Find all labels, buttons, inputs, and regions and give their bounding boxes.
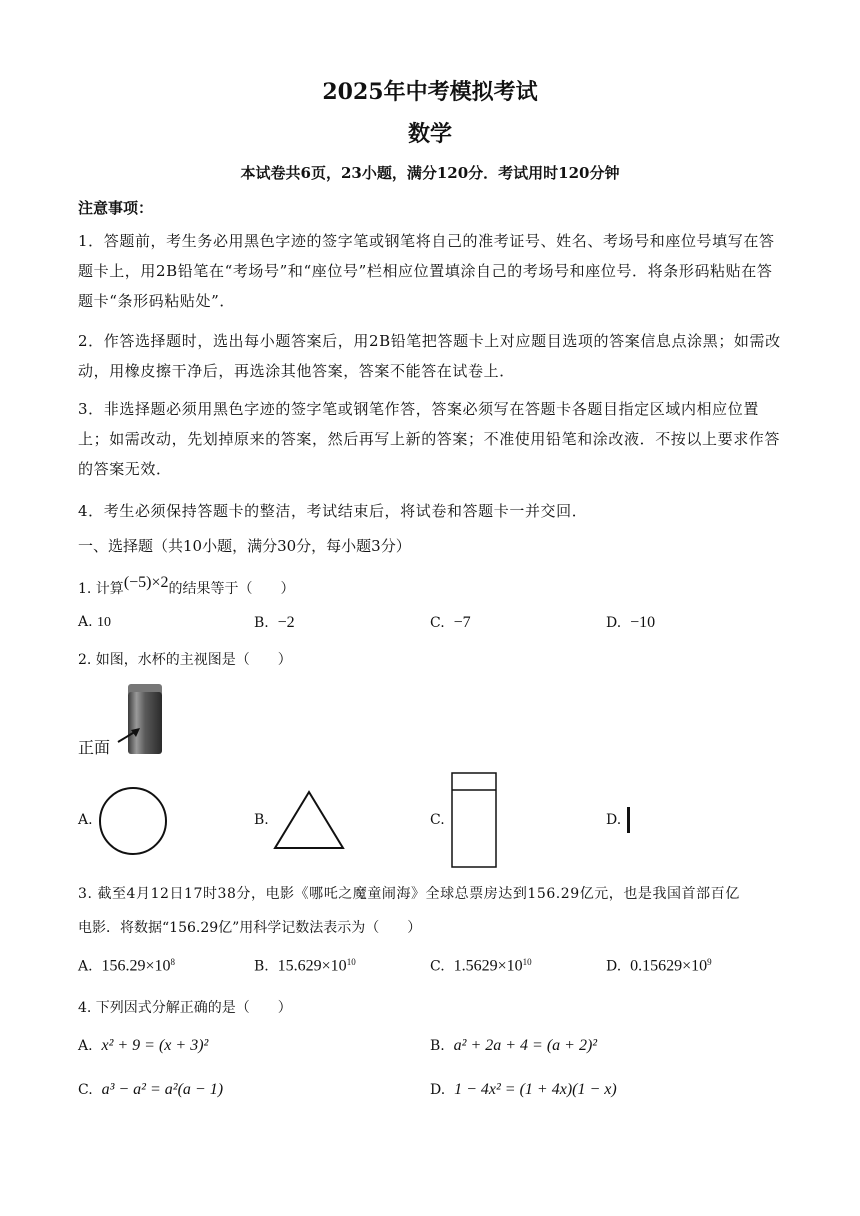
q1-option-b: B. −2 (254, 614, 295, 631)
q3-option-b: B. $15.629\times 10^{10}$ (254, 957, 356, 975)
cup-body (128, 692, 162, 754)
q1-option-d: D. −10 (606, 614, 656, 631)
notice-item-1: 1．答题前，考生务必用黑色字迹的签字笔或钢笔将自己的准考证号、姓名、考场号和座位号填写在答题卡上，用2B铅笔在“考场号”和“座位号”栏相应位置填涂自己的考场号和座位号．将条形码粘贴在答题卡“条形码粘贴处”． (78, 232, 775, 310)
q1-option-a: A. 10 (78, 614, 112, 630)
q4-option-d: D. 1 − 4x² = (1 + 4x)(1 − x) (430, 1081, 617, 1098)
q3-option-d: D. $0.15629\times 10^9$ (606, 957, 712, 975)
question-4-stem: 4. 下列因式分解正确的是（ ） (78, 1000, 292, 1016)
notice-heading: 注意事项： (78, 199, 154, 217)
q2-option-c-label: C. (430, 812, 445, 828)
q2-option-a-label: A. (78, 812, 93, 828)
q4-option-c: C. a³ − a² = a²(a − 1) (78, 1081, 224, 1098)
q2-option-d-label: D. (606, 812, 622, 828)
exam-info: 本试卷共6页，23小题，满分120分．考试用时120分钟 (240, 164, 620, 182)
notice-item-4: 4．考生必须保持答题卡的整洁，考试结束后，将试卷和答题卡一并交回． (78, 502, 588, 520)
notice-item-3: 3．非选择题必须用黑色字迹的签字笔或钢笔作答，答案必须写在答题卡各题目指定区域内相应位置上；如需改动，先划掉原来的答案，然后再写上新的答案；不准使用铅笔和涂改液．不按以上要求作答的答案无效． (78, 400, 781, 478)
q3-option-a: A. $156.29\times 10^8$ (78, 957, 175, 975)
notice-item-2: 2．作答选择题时，选出每小题答案后，用2B铅笔把答题卡上对应题目选项的答案信息点涂黑；如需改动，用橡皮擦干净后，再选涂其他答案，答案不能答在试卷上． (78, 332, 781, 380)
q3-option-c: C. $1.5629\times 10^{10}$ (430, 957, 532, 975)
front-view-label: 正面 (78, 738, 111, 757)
question-3-line-1: 3. 截至4月12日17时38分，电影《哪吒之魔童闹海》全球总票房达到156.29亿元，也是我国首部百亿 (78, 886, 740, 902)
exam-title: 2025年中考模拟考试 (322, 79, 538, 105)
q4-option-a: A. x² + 9 = (x + 3)² (78, 1037, 209, 1054)
q1-expression: (−5)×2 (123, 574, 169, 591)
section-heading: 一、选择题（共10小题，满分30分，每小题3分） (78, 537, 411, 555)
question-2-stem: 2. 如图，水杯的主视图是（ ） (78, 652, 292, 668)
question-1-stem (78, 574, 295, 598)
circle-shape (96, 786, 172, 858)
vertical-line-shape (627, 807, 630, 833)
q4-option-b: B. a² + 2a + 4 = (a + 2)² (430, 1037, 598, 1054)
q1-option-c: C. −7 (430, 614, 471, 631)
q1-prefix: 1. 计算 (78, 581, 124, 597)
q2-option-b-label: B. (254, 812, 269, 828)
subject-title: 数学 (407, 121, 452, 147)
question-3-line-2: 电影．将数据“156.29亿”用科学记数法表示为（ ） (78, 920, 422, 936)
rectangle-shape (450, 771, 500, 871)
triangle-shape (272, 788, 346, 852)
q1-suffix: 的结果等于（ ） (168, 581, 295, 597)
